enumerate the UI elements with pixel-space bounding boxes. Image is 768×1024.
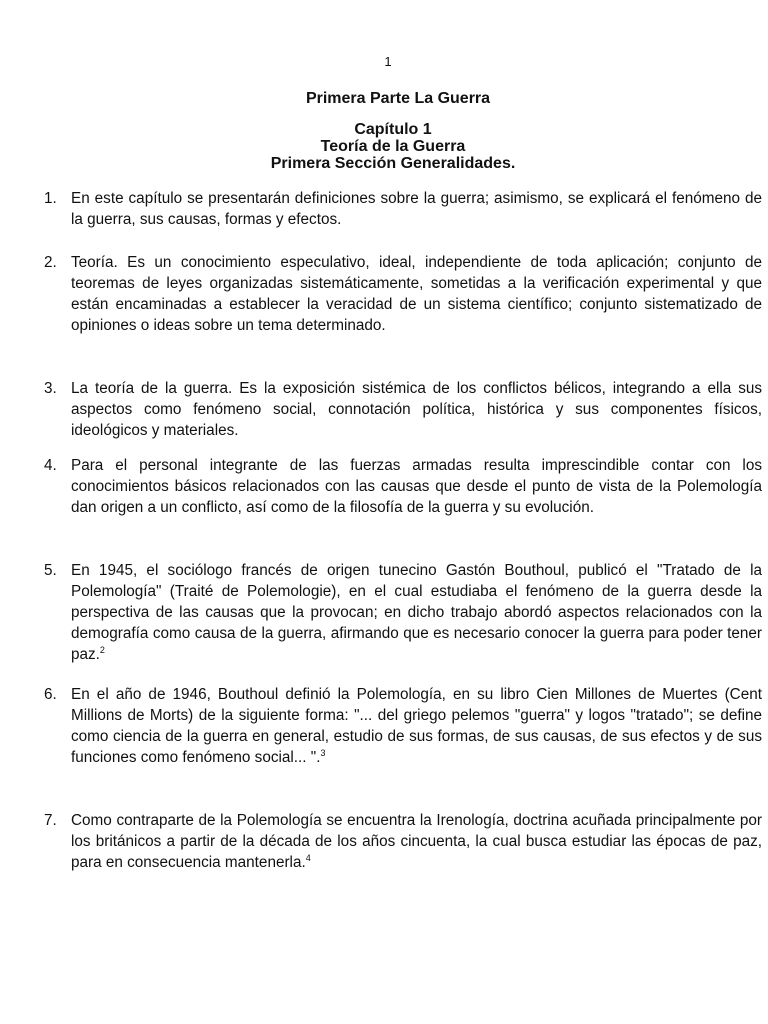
item-number: 4. [44, 457, 57, 474]
item-text [71, 252, 762, 336]
item-body: Para el personal integrante de las fuerzas armadas resulta imprescindible contar con los conocimientos básicos relacionados con las causas que desde el punto de vista de la Polemología dan origen a un conflicto, así como de la filosofía de la guerra y su evolución. [71, 457, 762, 516]
item-body: En 1945, el sociólogo francés de origen tunecino Gastón Bouthoul, publicó el "Tratado de la Polemología" (Traité de Polemologie), en el cual estudiaba el fenómeno de la guerra desde la perspectiva de las causas que la provocan; en dicho trabajo abordó aspectos relacionados con la demografía como causa de la guerra, afirmando que es necesario conocer la guerra para poder tener paz. [71, 562, 762, 663]
chapter-title: Teoría de la Guerra [320, 138, 466, 155]
item-body: En el año de 1946, Bouthoul definió la Polemología, en su libro Cien Millones de Muertes (Cent Millions de Morts) de la siguiente forma: "... del griego pelemos "guerra" y logos "tratado"; se define como ciencia de la guerra en general, estudio de sus formas, de sus causas, de sus efectos y de sus funciones como fenómeno social... ". [71, 686, 762, 766]
footnote-marker[interactable]: 4 [305, 852, 311, 863]
part-title: Primera Parte La Guerra [305, 90, 491, 107]
item-body: En este capítulo se presentarán definiciones sobre la guerra; asimismo, se explicará el fenómeno de la guerra, sus causas, formas y efectos. [71, 190, 762, 228]
item-number: 6. [44, 686, 57, 703]
chapter-heading [0, 121, 768, 172]
footnote-marker[interactable]: 2 [99, 644, 105, 655]
list-item [44, 810, 762, 873]
item-number: 2. [44, 254, 57, 271]
list-item [44, 188, 762, 230]
item-body: Teoría. Es un conocimiento especulativo, ideal, independiente de toda aplicación; conjunto de teoremas de leyes organizadas sistemáticamente, sometidas a la verificación experimental y que están encaminadas a establecer la veracidad de un sistema científico; conjunto sistematizado de opiniones o ideas sobre un tema determinado. [71, 254, 762, 334]
list-item [44, 684, 762, 768]
list-item [44, 252, 762, 336]
section-title: Primera Sección Generalidades. [270, 155, 516, 172]
item-number: 7. [44, 812, 57, 829]
chapter-label: Capítulo 1 [354, 121, 432, 138]
item-number: 5. [44, 562, 57, 579]
item-text [71, 560, 762, 665]
item-text [71, 455, 762, 518]
page-number: 1 [384, 54, 392, 69]
item-text [71, 810, 762, 873]
list-item [44, 378, 762, 441]
item-text [71, 684, 762, 768]
item-body: La teoría de la guerra. Es la exposición sistémica de los conflictos bélicos, integrando a ella sus aspectos como fenómeno social, connotación política, histórica y sus componentes físicos, ideológicos y materiales. [71, 380, 762, 439]
list-item [44, 560, 762, 665]
footnote-marker[interactable]: 3 [320, 747, 326, 758]
item-text [71, 188, 762, 230]
item-number: 1. [44, 190, 57, 207]
item-text [71, 378, 762, 441]
list-item [44, 455, 762, 518]
item-body: Como contraparte de la Polemología se encuentra la Irenología, doctrina acuñada principalmente por los británicos a partir de la década de los años cincuenta, la cual busca estudiar las épocas de paz, para en consecuencia mantenerla. [71, 812, 762, 871]
item-number: 3. [44, 380, 57, 397]
